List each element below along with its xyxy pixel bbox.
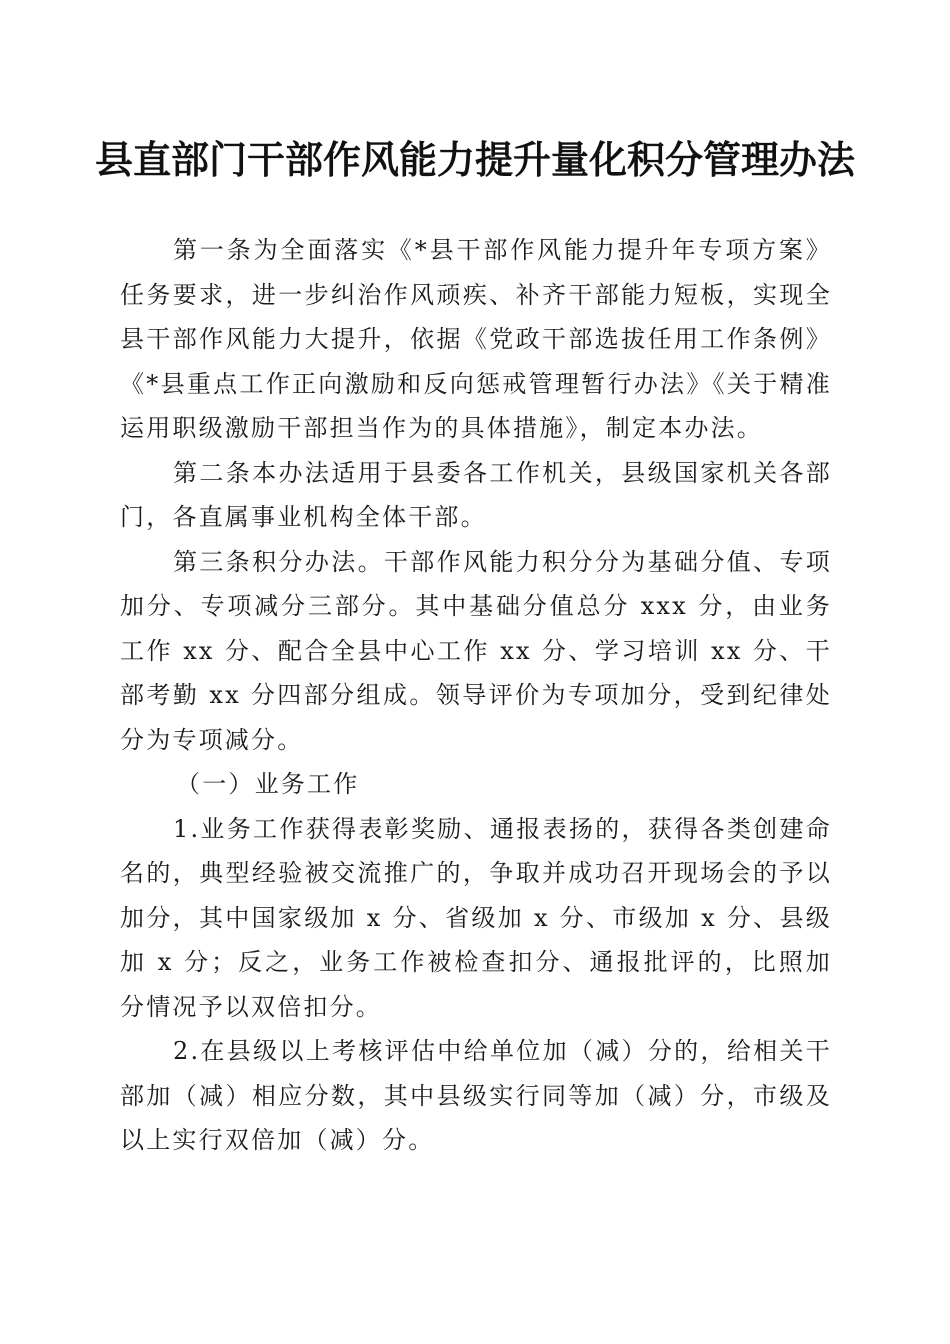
article-3-paragraph: 第三条积分办法。干部作风能力积分分为基础分值、专项加分、专项减分三部分。其中基础分值总分 xxx 分，由业务工作 xx 分、配合全县中心工作 xx 分、学习培训 xx 分、干部考勤 xx 分四部分组成。领导评价为专项加分，受到纪律处分为专项减分。 xyxy=(120,547,832,754)
document-title: 县直部门干部作风能力提升量化积分管理办法 xyxy=(94,137,855,182)
section-heading-business-work: （一）业务工作 xyxy=(176,770,360,798)
article-2-paragraph: 第二条本办法适用于县委各工作机关，县级国家机关各部门，各直属事业机构全体干部。 xyxy=(120,458,832,531)
document-body xyxy=(120,228,832,1163)
list-item-1: 1.业务工作获得表彰奖励、通报表扬的，获得各类创建命名的，典型经验被交流推广的，争取并成功召开现场会的予以加分，其中国家级加 x 分、省级加 x 分、市级加 x 分、县级加 x 分；反之，业务工作被检查扣分、通报批评的，比照加分情况予以双倍扣分。 xyxy=(120,814,832,1021)
article-1-paragraph: 第一条为全面落实《*县干部作风能力提升年专项方案》任务要求，进一步纠治作风顽疾、补齐干部能力短板，实现全县干部作风能力大提升，依据《党政干部选拔任用工作条例》《*县重点工作正向激励和反向惩戒管理暂行办法》《关于精准运用职级激励干部担当作为的具体措施》，制定本办法。 xyxy=(120,236,832,442)
list-item-2: 2.在县级以上考核评估中给单位加（减）分的，给相关干部加（减）相应分数，其中县级实行同等加（减）分，市级及以上实行双倍加（减）分。 xyxy=(120,1037,832,1154)
